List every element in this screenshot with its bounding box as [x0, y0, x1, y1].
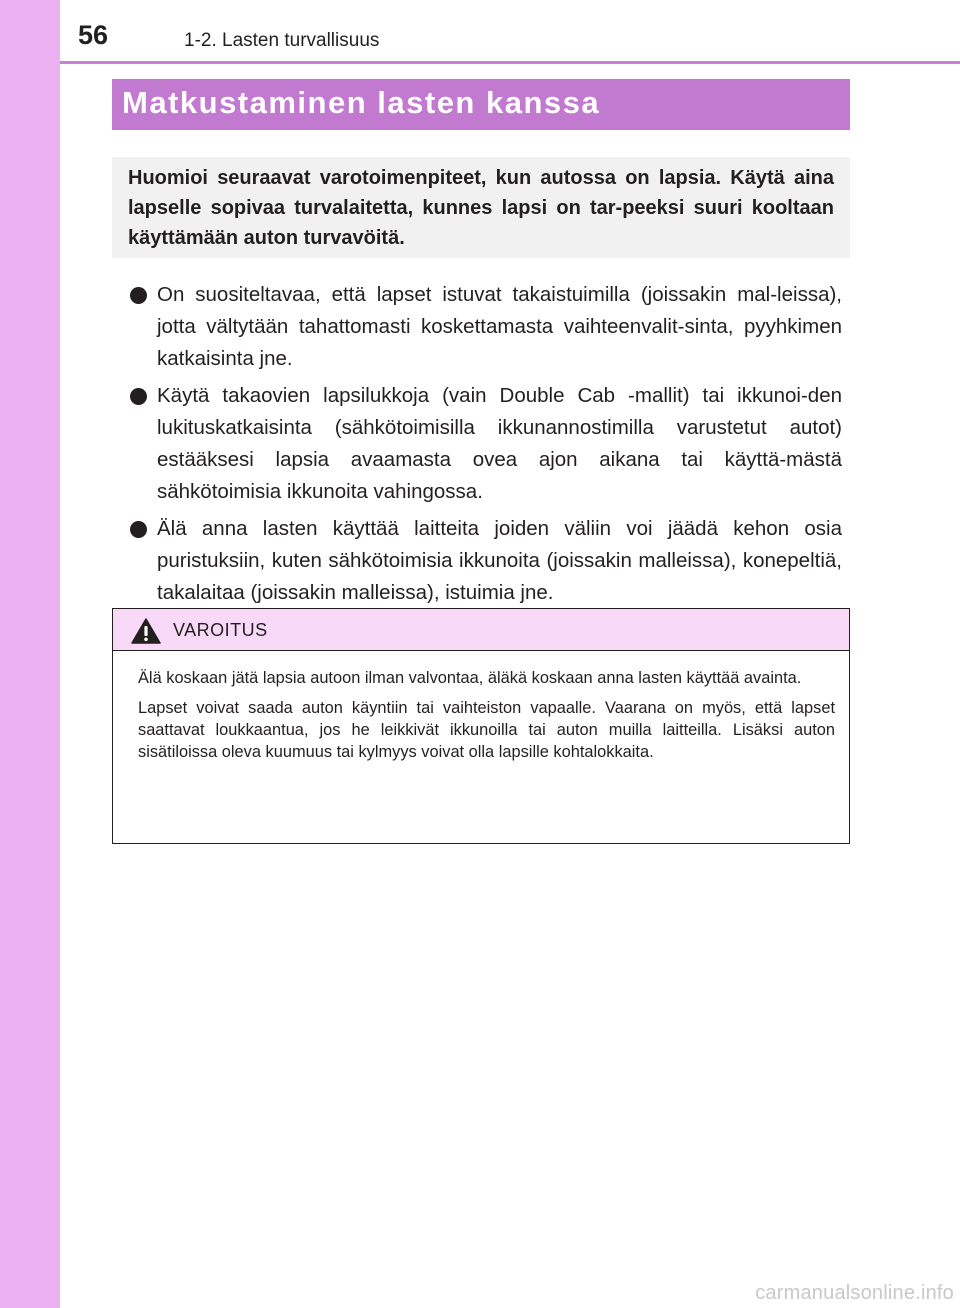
warning-triangle-icon: [131, 618, 161, 649]
list-item: [130, 513, 842, 609]
bullet-text: Käytä takaovien lapsilukkoja (vain Double Cab -mallit) tai ikkunoi-den lukituskatkaisinta (sähkötoimisilla ikkunannostimilla varustetut autot) estääksesi lapsia avaamasta ovea ajon aikana tai käyttä-mästä sähkötoimisia ikkunoita vahingossa.: [157, 384, 842, 503]
intro-text: Huomioi seuraavat varotoimenpiteet, kun autossa on lapsia. Käytä aina lapselle sopivaa turvalaitetta, kunnes lapsi on tar-peeksi suuri kooltaan käyttämään auton turvavöitä.: [128, 167, 834, 249]
warning-header: [113, 609, 849, 651]
list-item: [130, 279, 842, 375]
watermark: carmanualsonline.info: [755, 1282, 954, 1304]
bullet-list: [130, 279, 842, 614]
warning-box: [112, 608, 850, 844]
section-label: 1-2. Lasten turvallisuus: [184, 30, 380, 51]
warning-paragraph: Lapset voivat saada auton käyntiin tai vaihteiston vapaalle. Vaarana on myös, että lapset saattavat loukkaantua, jos he leikkivät ikkunoilla tai auton muilla laitteilla. Lisäksi auton sisätiloissa oleva kuumuus tai kylmyys voivat olla lapsille kohtalokkaita.: [138, 699, 835, 761]
list-item: [130, 380, 842, 508]
side-tab-strip: [0, 0, 60, 1308]
bullet-icon: [130, 521, 147, 538]
bullet-text: Älä anna lasten käyttää laitteita joiden väliin voi jäädä kehon osia puristuksiin, kuten sähkötoimisia ikkunoita (joissakin malleissa), konepeltiä, takalaitaa (joissakin malleissa), istuimia jne.: [157, 517, 842, 604]
warning-title: VAROITUS: [173, 620, 268, 640]
bullet-icon: [130, 287, 147, 304]
page-title: Matkustaminen lasten kanssa: [122, 85, 601, 120]
title-bar: [112, 79, 850, 130]
warning-body: [138, 667, 835, 771]
bullet-icon: [130, 388, 147, 405]
warning-paragraph: Älä koskaan jätä lapsia autoon ilman valvontaa, äläkä koskaan anna lasten käyttää avainta.: [138, 669, 802, 687]
bullet-text: On suositeltavaa, että lapset istuvat takaistuimilla (joissakin mal-leissa), jotta vältytään tahattomasti koskettamasta vaihteenvalit-sinta, pyyhkimen katkaisinta jne.: [157, 283, 842, 370]
header-rule: [60, 61, 960, 64]
intro-box: [112, 157, 850, 258]
page-number: 56: [78, 20, 109, 50]
